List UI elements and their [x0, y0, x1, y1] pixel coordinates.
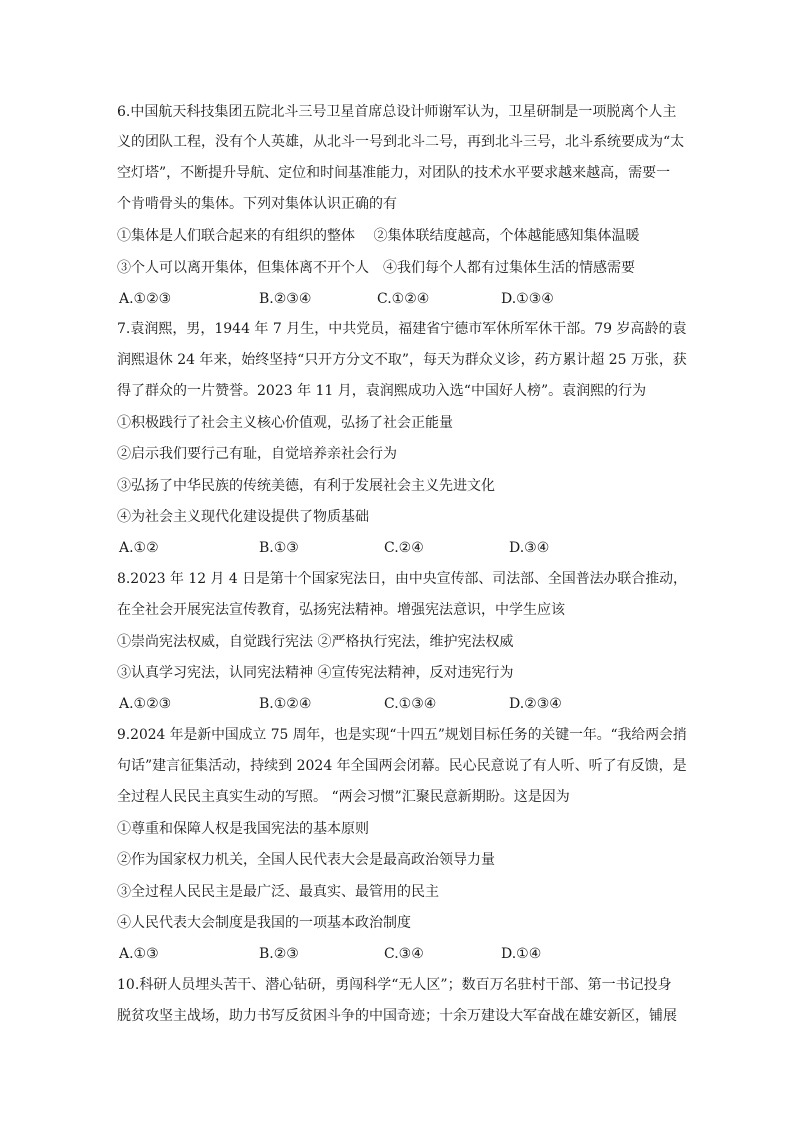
question-text-line: 10.科研人员埋头苦干、潜心钻研，勇闯科学“无人区”；数百万名驻村干部、第一书记投身: [117, 977, 672, 993]
statement-line: ②启示我们要行己有耻，自觉培养亲社会行为: [117, 446, 397, 462]
question-text-line: 6.中国航天科技集团五院北斗三号卫星首席总设计师谢军认为，卫星研制是一项脱离个人主: [117, 104, 677, 120]
statement-line: ①集体是人们联合起来的有组织的整体 ②集体联结度越高，个体越能感知集体温暖: [117, 228, 640, 244]
option-b: B.②③④: [259, 291, 312, 307]
question-text-line: 脱贫攻坚主战场，助力书写反贫困斗争的中国奇迹；十余万建设大军奋战在雄安新区，铺展: [117, 1008, 677, 1024]
option-d: D.③④: [509, 540, 550, 556]
question-text-line: 空灯塔”，不断提升导航、定位和时间基准能力，对团队的技术水平要求越来越高，需要一: [117, 165, 671, 181]
option-c: C.①③④: [384, 696, 437, 712]
statement-line: ①积极践行了社会主义核心价值观，弘扬了社会正能量: [117, 415, 453, 431]
option-d: D.①④: [501, 946, 542, 962]
statement-line: ①尊重和保障人权是我国宪法的基本原则: [117, 821, 369, 837]
question-text-line: 义的团队工程，没有个人英雄，从北斗一号到北斗二号，再到北斗三号，北斗系统要成为“太: [117, 134, 685, 150]
statement-line: ②作为国家权力机关，全国人民代表大会是最高政治领导力量: [117, 852, 495, 868]
question-text-line: 润熙退休 24 年来，始终坚持“只开方分文不取”，每天为群众义诊，药方累计超 25 万张，获: [117, 352, 687, 368]
option-c: C.②④: [384, 540, 424, 556]
option-b: B.②③: [259, 946, 299, 962]
option-a: A.①②③: [119, 291, 172, 307]
statement-line: ③认真学习宪法，认同宪法精神 ④宣传宪法精神，反对违宪行为: [117, 665, 514, 681]
question-text-line: 个肯啃骨头的集体。下列对集体认识正确的有: [117, 196, 397, 212]
option-b: B.①②④: [259, 696, 312, 712]
statement-line: ③个人可以离开集体，但集体离不开个人 ④我们每个人都有过集体生活的情感需要: [117, 260, 635, 276]
option-a: A.①③: [119, 946, 159, 962]
question-text-line: 9.2024 年是新中国成立 75 周年，也是实现“十四五”规划目标任务的关键一年。“我给两会捎: [117, 727, 687, 743]
option-d: D.①③④: [501, 291, 554, 307]
question-text-line: 7.袁润熙，男，1944 年 7 月生，中共党员，福建省宁德市军休所军休干部。79 岁高龄的袁: [117, 321, 687, 337]
statement-line: ③弘扬了中华民族的传统美德，有利于发展社会主义先进文化: [117, 478, 495, 494]
statement-line: ①崇尚宪法权威，自觉践行宪法 ②严格执行宪法，维护宪法权威: [117, 634, 514, 650]
option-d: D.②③④: [509, 696, 562, 712]
question-text-line: 全过程人民民主真实生动的写照。 “两会习惯”汇聚民意新期盼。这是因为: [117, 789, 570, 805]
option-b: B.①③: [259, 540, 299, 556]
question-text-line: 8.2023 年 12 月 4 日是第十个国家宪法日，由中央宣传部、司法部、全国普法办联合推动，: [117, 571, 687, 587]
statement-line: ④为社会主义现代化建设提供了物质基础: [117, 509, 369, 525]
option-c: C.①②④: [377, 291, 430, 307]
option-a: A.①②: [119, 540, 159, 556]
option-a: A.①②③: [119, 696, 172, 712]
question-text-line: 得了群众的一片赞誉。2023 年 11 月，袁润熙成功入选“中国好人榜”。袁润熙的行为: [117, 383, 647, 399]
question-text-line: 在全社会开展宪法宣传教育，弘扬宪法精神。增强宪法意识，中学生应该: [117, 602, 565, 618]
question-text-line: 句话”建言征集活动，持续到 2024 年全国两会闭幕。民心民意说了有人听、听了有反馈，是: [117, 758, 687, 774]
statement-line: ④人民代表大会制度是我国的一项基本政治制度: [117, 915, 411, 931]
option-c: C.③④: [384, 946, 424, 962]
statement-line: ③全过程人民民主是最广泛、最真实、最管用的民主: [117, 884, 439, 900]
